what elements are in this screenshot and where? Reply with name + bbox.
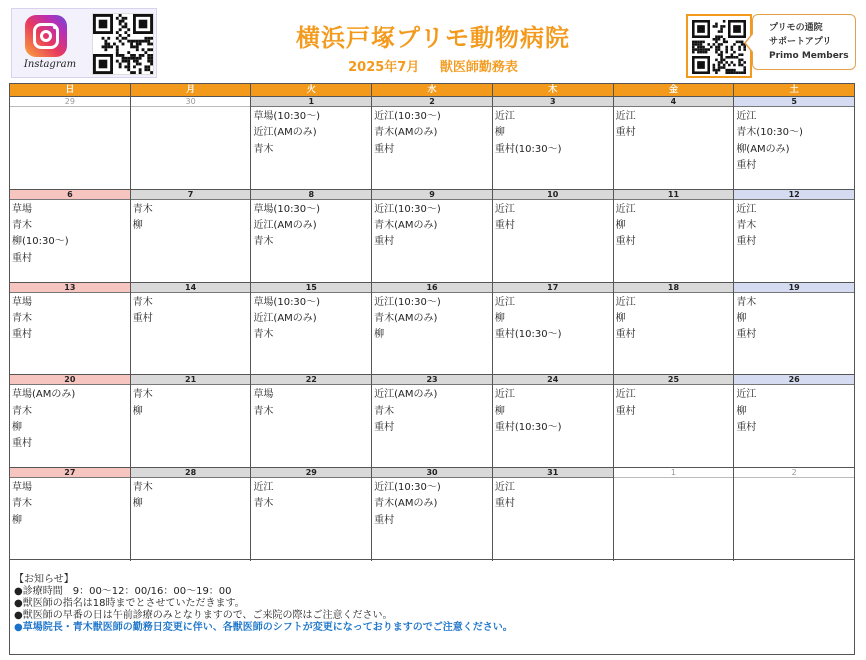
calendar-day [734, 190, 854, 282]
staff-entry: 重村 [615, 405, 636, 417]
calendar-day [372, 97, 493, 189]
calendar-day [493, 468, 614, 561]
staff-entry: 近江 [494, 389, 515, 401]
day-number: 16 [372, 283, 492, 293]
staff-entry: 重村 [494, 498, 515, 510]
calendar-week [10, 468, 854, 561]
staff-entry: 柳 [615, 220, 626, 232]
staff-entry: 重村 [374, 421, 395, 433]
staff-entry: 青木 [132, 389, 153, 401]
staff-entry: 近江(AMのみ) [253, 127, 317, 139]
staff-entry: 重村 [615, 236, 636, 248]
day-number: 30 [131, 97, 251, 107]
day-number: 3 [493, 97, 613, 107]
calendar-day [734, 97, 854, 189]
staff-entry: 近江 [736, 203, 757, 215]
day-number: 4 [614, 97, 734, 107]
calendar-day [614, 468, 735, 561]
staff-entry: 青木 [253, 498, 274, 510]
staff-list [131, 385, 251, 420]
staff-entry: 近江 [615, 389, 636, 401]
weekday-label: 土 [789, 85, 799, 95]
staff-list [131, 200, 251, 235]
staff-entry: 重村 [615, 329, 636, 341]
staff-entry: 柳 [494, 127, 505, 139]
calendar-week [10, 283, 854, 376]
day-number: 25 [614, 375, 734, 385]
calendar-week [10, 190, 854, 283]
staff-entry: 重村(10:30～) [494, 329, 562, 341]
staff-entry: 草場 [253, 389, 274, 401]
staff-entry: 草場 [12, 296, 32, 308]
staff-list [372, 478, 492, 529]
staff-entry: 近江(AMのみ) [253, 312, 317, 324]
instagram-icon[interactable] [25, 15, 67, 57]
day-number: 2 [372, 97, 492, 107]
staff-entry: 青木(AMのみ) [374, 127, 438, 139]
staff-list [493, 107, 613, 158]
staff-list [10, 385, 130, 452]
staff-entry: 重村 [374, 236, 395, 248]
staff-entry: 近江 [615, 296, 636, 308]
weekday-label: 火 [251, 84, 372, 96]
staff-entry: 青木 [12, 405, 32, 417]
staff-entry: 青木 [253, 236, 274, 248]
day-number: 29 [10, 97, 130, 107]
staff-entry: 近江 [615, 203, 636, 215]
app-qr-frame [686, 14, 752, 78]
staff-entry: 柳(AMのみ) [736, 143, 790, 155]
staff-entry: 柳 [494, 312, 505, 324]
staff-list [493, 200, 613, 235]
staff-entry: 青木(AMのみ) [374, 312, 438, 324]
day-number: 28 [131, 468, 251, 478]
notice-line: ●獣医師の早番の日は午前診療のみとなりますので、ご来院の際はご注意ください。 [14, 610, 393, 621]
day-number: 17 [493, 283, 613, 293]
calendar-day [493, 375, 614, 467]
day-number: 30 [372, 468, 492, 478]
calendar-day [131, 97, 252, 189]
calendar-day [614, 375, 735, 467]
staff-entry: 近江 [615, 111, 636, 122]
staff-list [734, 385, 854, 436]
staff-entry: 柳 [132, 220, 143, 232]
calendar-day [10, 97, 131, 189]
staff-entry: 重村 [736, 329, 757, 341]
calendar-day [251, 468, 372, 561]
day-number: 26 [734, 375, 854, 385]
notice-line: ●獣医師の指名は18時までとさせていただきます。 [14, 598, 245, 609]
staff-list [372, 293, 492, 344]
schedule-calendar [9, 83, 855, 560]
calendar-week [10, 97, 854, 190]
staff-list [10, 107, 130, 109]
staff-entry: 草場(10:30～) [253, 296, 321, 308]
staff-list [372, 200, 492, 251]
staff-entry: 重村 [736, 236, 757, 248]
day-number: 18 [614, 283, 734, 293]
calendar-day [734, 468, 854, 561]
staff-list [493, 478, 613, 513]
notice-line: ●診療時間 9：00～12：00/16：00～19：00 [14, 586, 232, 597]
schedule-month: 2025年7月 [348, 60, 420, 75]
staff-list [131, 293, 251, 328]
calendar-day [372, 190, 493, 282]
day-number: 23 [372, 375, 492, 385]
staff-list [614, 200, 734, 251]
staff-entry: 青木 [253, 329, 274, 341]
day-number: 11 [614, 190, 734, 200]
calendar-day [251, 190, 372, 282]
staff-entry: 青木 [736, 220, 757, 232]
staff-entry: 重村 [132, 312, 153, 324]
day-number: 27 [10, 468, 130, 478]
instagram-qr-code-icon[interactable] [92, 13, 154, 75]
staff-list [251, 293, 371, 344]
staff-entry: 近江(AMのみ) [374, 389, 438, 401]
staff-entry: 青木 [253, 143, 274, 155]
staff-entry: 柳 [132, 405, 143, 417]
day-number: 9 [372, 190, 492, 200]
calendar-day [734, 375, 854, 467]
staff-entry: 近江 [494, 296, 515, 308]
staff-entry: 草場(AMのみ) [12, 389, 76, 401]
day-number: 10 [493, 190, 613, 200]
calendar-day [10, 190, 131, 282]
day-number: 20 [10, 375, 130, 385]
calendar-day [372, 283, 493, 375]
day-number: 1 [251, 97, 371, 107]
staff-entry: 重村 [12, 438, 32, 450]
notice-highlight: ●草場院長・青木獣医師の勤務日変更に伴い、各獣医師のシフトが変更になっておりますのでご注意ください。 [14, 622, 513, 633]
staff-entry: 重村 [12, 329, 32, 341]
calendar-day [614, 190, 735, 282]
staff-list [10, 478, 130, 529]
staff-entry: 青木 [253, 405, 274, 417]
calendar-day [10, 283, 131, 375]
staff-list [493, 293, 613, 344]
staff-entry: 青木(10:30～) [736, 127, 803, 139]
calendar-day [251, 283, 372, 375]
staff-entry: 青木 [736, 296, 757, 308]
staff-entry: 草場 [12, 203, 32, 215]
staff-entry: 青木 [132, 203, 153, 215]
calendar-day [614, 97, 735, 189]
staff-entry: 柳 [12, 421, 22, 433]
staff-list [493, 385, 613, 436]
calendar-day [131, 190, 252, 282]
calendar-day [251, 375, 372, 467]
notice-box [9, 560, 855, 655]
staff-entry: 近江 [736, 389, 757, 401]
weekday-label: 金 [614, 84, 735, 96]
weekday-header [10, 84, 854, 97]
day-number: 13 [10, 283, 130, 293]
staff-entry: 重村 [736, 421, 757, 433]
instagram-label: Instagram [23, 59, 77, 70]
staff-entry: 近江 [494, 111, 515, 122]
staff-list [251, 478, 371, 513]
day-number: 6 [10, 190, 130, 200]
app-qr-code-icon[interactable] [692, 20, 746, 74]
calendar-day [10, 375, 131, 467]
staff-list [251, 200, 371, 251]
day-number: 19 [734, 283, 854, 293]
staff-list [734, 107, 854, 174]
staff-entry: 柳(10:30～) [12, 236, 69, 248]
staff-entry: 重村 [374, 143, 395, 155]
staff-list [614, 107, 734, 142]
staff-list [734, 200, 854, 251]
staff-list [131, 107, 251, 109]
weekday-label: 木 [493, 84, 614, 96]
calendar-day [614, 283, 735, 375]
staff-list [372, 107, 492, 158]
weekday-label: 水 [372, 84, 493, 96]
page-title: 横浜戸塚プリモ動物病院 [295, 24, 571, 52]
day-number: 8 [251, 190, 371, 200]
staff-entry: 青木 [12, 312, 32, 324]
staff-list [372, 385, 492, 436]
staff-list [10, 200, 130, 267]
day-number: 22 [251, 375, 371, 385]
app-label-line: Primo Members [769, 51, 849, 61]
calendar-day [493, 97, 614, 189]
calendar-day [251, 97, 372, 189]
staff-list [614, 478, 734, 480]
day-number: 21 [131, 375, 251, 385]
staff-entry: 柳 [615, 312, 626, 324]
staff-entry: 近江(10:30～) [374, 482, 441, 494]
staff-list [251, 107, 371, 158]
staff-entry: 重村(10:30～) [494, 421, 562, 433]
staff-entry: 重村 [374, 514, 395, 526]
day-number: 1 [614, 468, 734, 478]
staff-list [614, 293, 734, 344]
schedule-name: 獣医師勤務表 [439, 60, 518, 75]
staff-entry: 草場 [12, 482, 32, 494]
staff-list [734, 293, 854, 344]
calendar-day [493, 283, 614, 375]
page-subtitle [250, 56, 616, 75]
staff-entry: 青木(AMのみ) [374, 498, 438, 510]
staff-entry: 重村 [12, 252, 32, 264]
staff-list [251, 385, 371, 420]
staff-list [131, 478, 251, 513]
staff-entry: 青木(AMのみ) [374, 220, 438, 232]
staff-entry: 柳 [736, 405, 747, 417]
staff-entry: 近江 [736, 111, 757, 122]
staff-entry: 重村(10:30～) [494, 143, 562, 155]
instagram-panel [11, 8, 157, 78]
staff-entry: 柳 [374, 329, 385, 341]
app-label-line: プリモの通院 [769, 23, 823, 33]
calendar-day [493, 190, 614, 282]
staff-entry: 柳 [736, 312, 747, 324]
calendar-day [131, 375, 252, 467]
staff-list [10, 293, 130, 344]
calendar-week [10, 375, 854, 468]
day-number: 5 [734, 97, 854, 107]
day-number: 14 [131, 283, 251, 293]
staff-entry: 柳 [494, 405, 505, 417]
calendar-day [131, 468, 252, 561]
staff-entry: 柳 [12, 514, 22, 526]
staff-entry: 近江 [494, 482, 515, 494]
calendar-day [372, 468, 493, 561]
app-callout [752, 14, 856, 70]
day-number: 31 [493, 468, 613, 478]
day-number: 7 [131, 190, 251, 200]
staff-entry: 近江(10:30～) [374, 203, 441, 215]
staff-entry: 近江(AMのみ) [253, 220, 317, 232]
staff-entry: 青木 [374, 405, 395, 417]
day-number: 24 [493, 375, 613, 385]
staff-entry: 柳 [132, 498, 143, 510]
weekday-label: 月 [131, 84, 252, 96]
weekday-label: 日 [10, 84, 131, 96]
staff-entry: 近江 [494, 203, 515, 215]
staff-entry: 近江(10:30～) [374, 111, 441, 122]
day-number: 15 [251, 283, 371, 293]
day-number: 2 [734, 468, 854, 478]
staff-entry: 青木 [12, 220, 32, 232]
staff-entry: 草場(10:30～) [253, 111, 321, 122]
staff-entry: 重村 [615, 127, 636, 139]
calendar-day [734, 283, 854, 375]
staff-entry: 近江(10:30～) [374, 296, 441, 308]
calendar-day [372, 375, 493, 467]
calendar-day [131, 283, 252, 375]
staff-entry: 青木 [132, 482, 153, 494]
staff-entry: 草場(10:30～) [253, 203, 321, 215]
staff-list [734, 478, 854, 480]
notice-heading: 【お知らせ】 [14, 574, 74, 585]
staff-entry: 近江 [253, 482, 274, 494]
staff-entry: 重村 [736, 159, 757, 171]
staff-entry: 青木 [132, 296, 153, 308]
staff-list [614, 385, 734, 420]
app-label-line: サポートアプリ [769, 37, 832, 47]
staff-entry: 青木 [12, 498, 32, 510]
staff-entry: 重村 [494, 220, 515, 232]
day-number: 12 [734, 190, 854, 200]
calendar-day [10, 468, 131, 561]
day-number: 29 [251, 468, 371, 478]
